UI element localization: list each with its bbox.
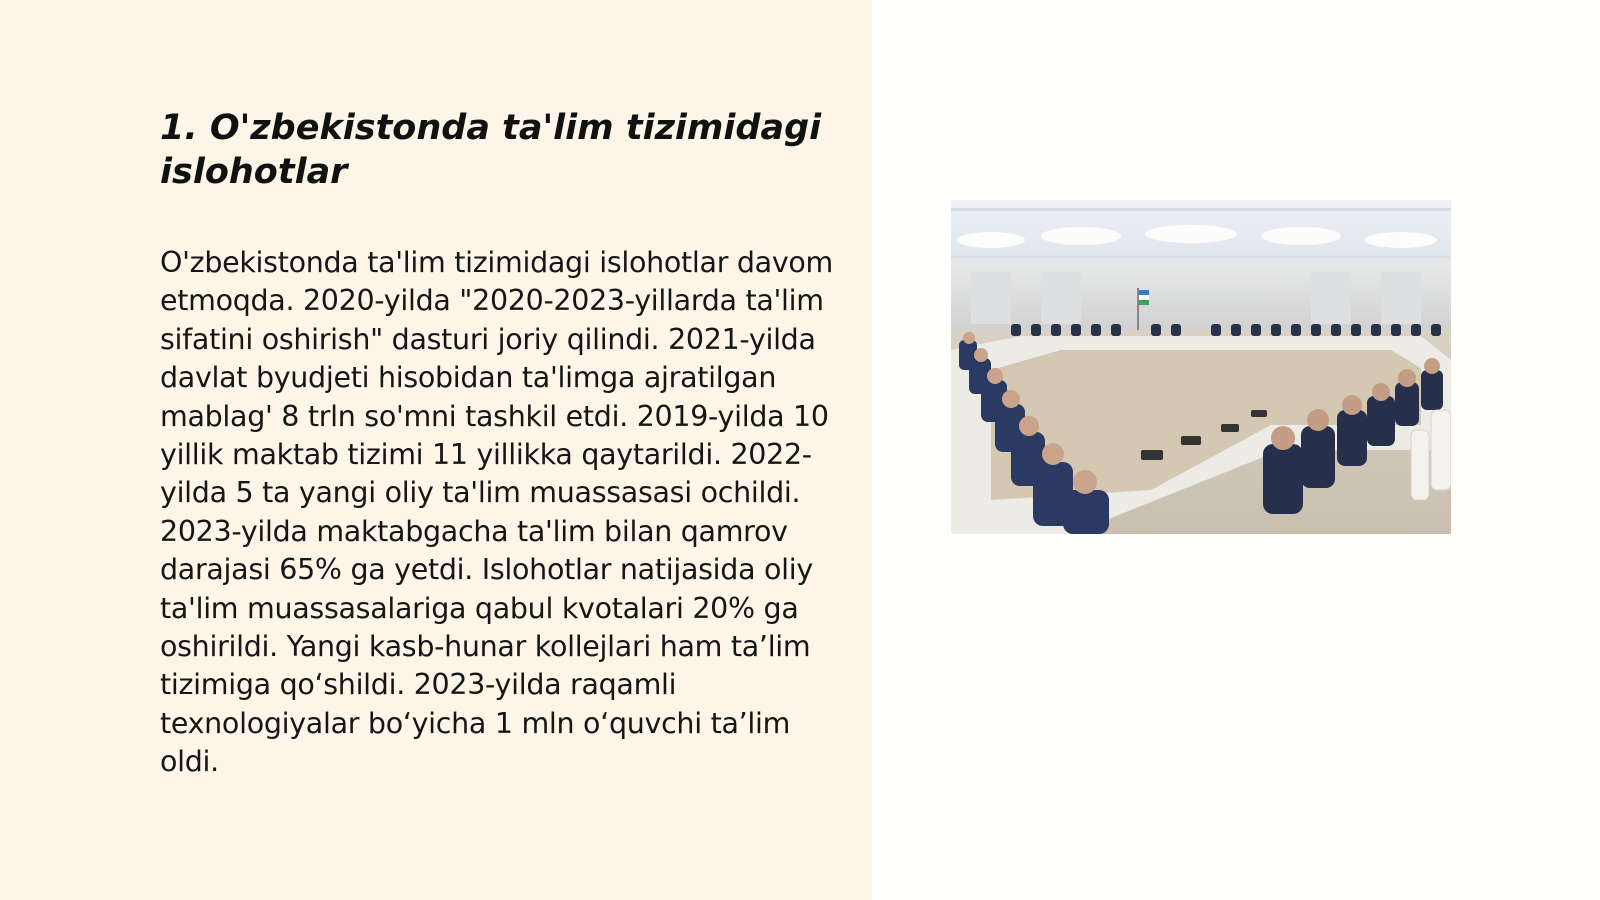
slide-body-text: O'zbekistonda ta'lim tizimidagi islohotlar davom etmoqda. 2020-yilda "2020-2023-yillarda ta'lim sifatini oshirish" dasturi joriy qilindi. 2021-yilda davlat byudjeti hisobidan ta'limga ajratilgan mablag' 8 trln so'mni tashkil etdi. 2019-yilda 10 yillik maktab tizimi 11 yillikka qaytarildi. 2022-yilda 5 ta yangi oliy ta'lim muassasasi ochildi. 2023-yilda maktabgacha ta'lim bilan qamrov darajasi 65% ga yetdi. Islohotlar natijasida oliy ta'lim muassasalariga qabul kvotalari 20% ga oshirildi. Yangi kasb-hunar kollejlari ham ta’lim tizimiga qo‘shildi. 2023-yilda raqamli texnologiyalar bo‘yicha 1 mln o‘quvchi ta’lim oldi. xyxy=(160,246,833,779)
slide-title: 1. O'zbekistonda ta'lim tizimidagi islohotlar xyxy=(160,108,822,192)
meeting-photo xyxy=(951,200,1451,534)
meeting-hall-illustration xyxy=(951,200,1451,534)
